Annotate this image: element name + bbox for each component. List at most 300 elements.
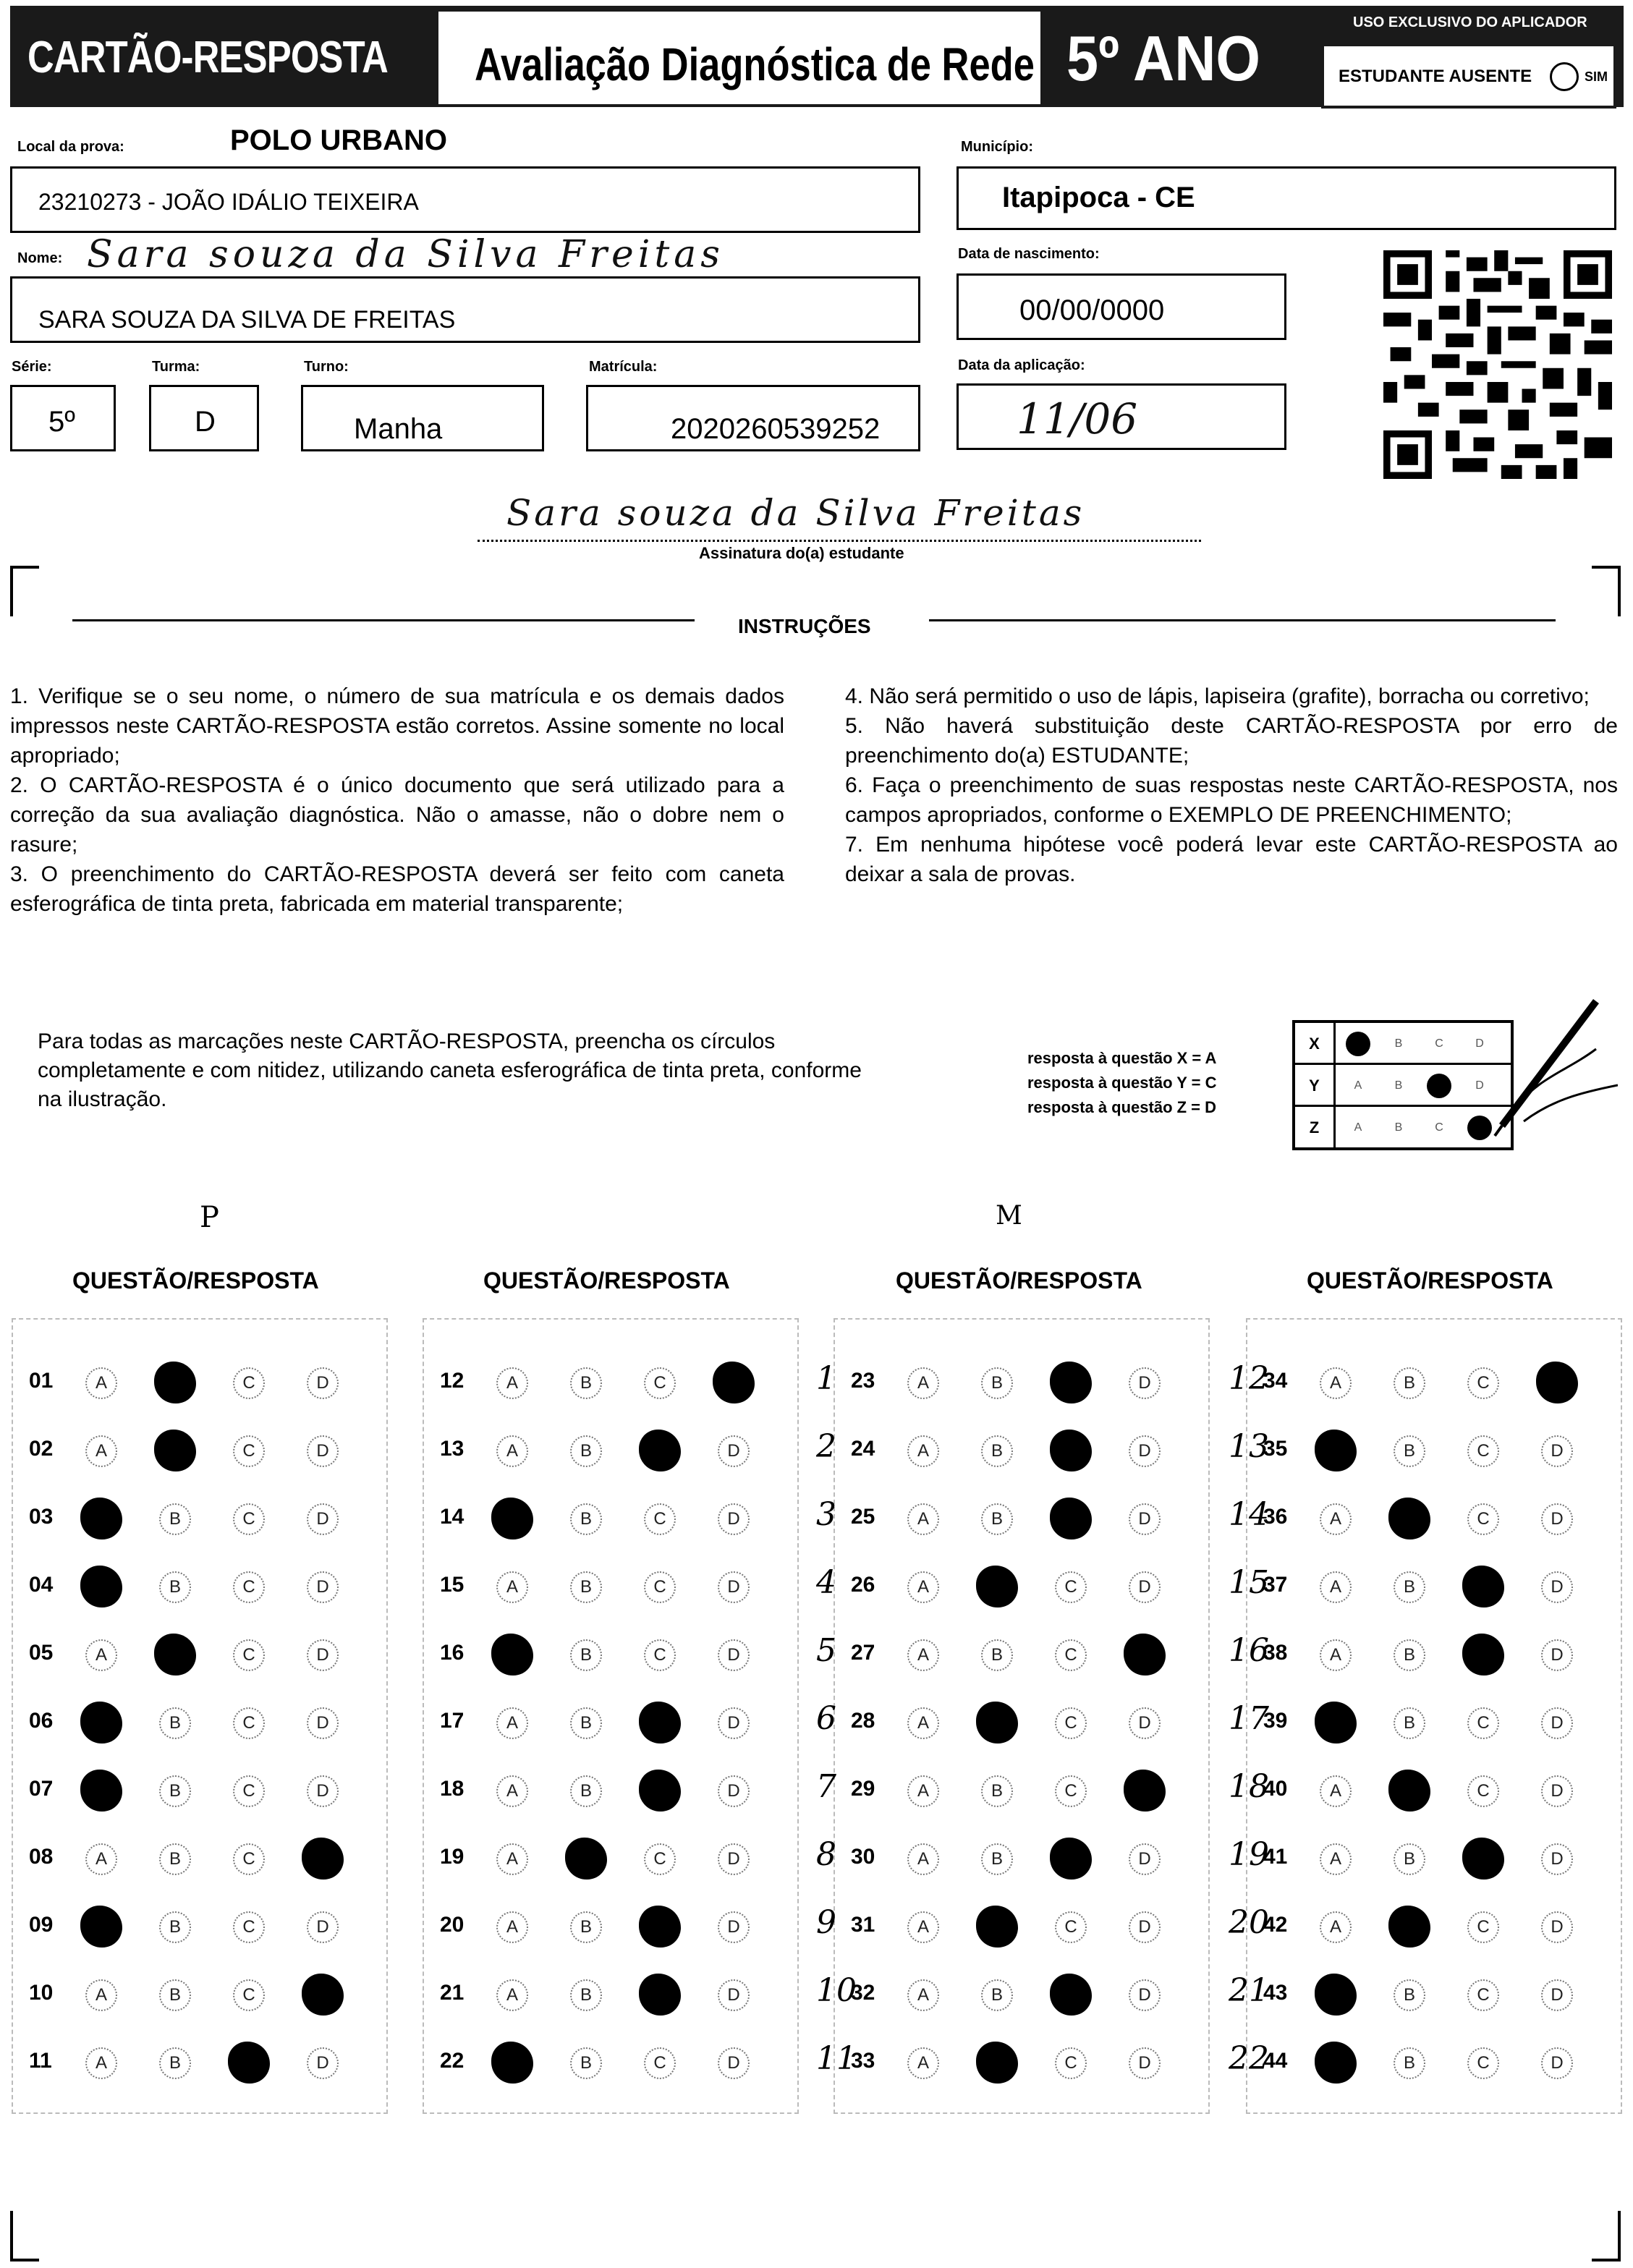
answer-bubble-d[interactable]: D [307, 1775, 339, 1807]
question-number: 36 [1263, 1505, 1288, 1529]
question-number: 12 [440, 1369, 465, 1393]
question-row [13, 1350, 386, 1418]
handwritten-question-number: 15 [1229, 1564, 1269, 1601]
question-number: 06 [29, 1709, 54, 1733]
answer-bubble-a[interactable]: A [496, 1843, 528, 1875]
answer-bubble-b[interactable]: B [1394, 1571, 1425, 1603]
instruction-3: 3. O preenchimento do CARTÃO-RESPOSTA deverá ser feito com caneta esferográfica de tinta preta, fabricada em material transparente; [10, 862, 784, 916]
question-row [424, 1690, 797, 1758]
answer-bubble-d[interactable]: D [1541, 1571, 1573, 1603]
answer-bubble-d[interactable]: D [1129, 1707, 1161, 1739]
nascimento-value: 00/00/0000 [1019, 294, 1165, 326]
answer-bubble-c[interactable]: C [1467, 1367, 1499, 1399]
answer-bubble-c[interactable]: C [1055, 1911, 1087, 1943]
answer-bubble-b[interactable]: B [159, 1503, 191, 1535]
answer-bubble-a[interactable]: A [1320, 1367, 1352, 1399]
answer-bubble-a[interactable]: A [907, 1843, 939, 1875]
handwritten-question-number: 13 [1229, 1428, 1269, 1465]
question-number: 22 [440, 2049, 465, 2073]
question-row [424, 1622, 797, 1690]
answer-bubble-a[interactable] [1315, 1430, 1357, 1471]
question-row [1229, 1622, 1621, 1690]
answer-bubble-d[interactable]: D [307, 1639, 339, 1671]
answer-bubble-c[interactable]: C [644, 1639, 676, 1671]
answer-bubble-a[interactable]: A [907, 1503, 939, 1535]
answer-bubble-d[interactable]: D [1129, 1911, 1161, 1943]
handwritten-question-number: 22 [1229, 2040, 1269, 2077]
answer-bubble-b[interactable]: B [1394, 1707, 1425, 1739]
question-number: 14 [440, 1505, 465, 1529]
answer-bubble-c[interactable]: C [233, 1979, 265, 2011]
question-row [13, 1826, 386, 1894]
answer-bubble-b[interactable] [565, 1838, 607, 1880]
question-row [816, 1962, 1208, 2030]
answer-bubble-b[interactable]: B [570, 1503, 602, 1535]
answer-bubble-a[interactable]: A [1320, 1503, 1352, 1535]
answer-bubble-b[interactable]: B [570, 1707, 602, 1739]
example-row-key: Y [1295, 1065, 1336, 1107]
answer-bubble-b[interactable]: B [981, 1503, 1013, 1535]
turno-field [301, 385, 544, 451]
answer-bubble-b[interactable]: B [570, 1571, 602, 1603]
answer-bubble-b[interactable] [976, 1702, 1018, 1744]
answer-bubble-c[interactable]: C [1055, 1707, 1087, 1739]
question-row [13, 1758, 386, 1826]
question-row [816, 1418, 1208, 1486]
answer-bubble-c[interactable]: C [1467, 1911, 1499, 1943]
answer-bubble-b[interactable]: B [159, 2047, 191, 2079]
answer-bubble-b[interactable]: B [159, 1775, 191, 1807]
answer-bubble-c[interactable]: C [233, 1435, 265, 1467]
example-bubble: C [1435, 1121, 1443, 1134]
question-number: 04 [29, 1573, 54, 1597]
question-row [1229, 1690, 1621, 1758]
question-number: 24 [851, 1437, 875, 1461]
answer-bubble-c[interactable] [639, 1702, 681, 1744]
answer-header-4: QUESTÃO/RESPOSTA [1307, 1267, 1553, 1294]
answer-bubble-a[interactable] [491, 1634, 533, 1675]
handwritten-question-number: 14 [1229, 1496, 1269, 1533]
answer-bubble-c[interactable]: C [233, 1503, 265, 1535]
answer-bubble-d[interactable] [302, 1838, 344, 1880]
question-row [424, 1418, 797, 1486]
answer-bubble-b[interactable]: B [570, 1775, 602, 1807]
answer-bubble-b[interactable]: B [981, 1775, 1013, 1807]
answer-bubble-c[interactable]: C [233, 1367, 265, 1399]
question-row [13, 2030, 386, 2098]
answer-bubble-b[interactable] [976, 1906, 1018, 1948]
handwritten-question-number: 1 [816, 1360, 836, 1397]
question-row [13, 1622, 386, 1690]
answer-bubble-d[interactable]: D [718, 2047, 750, 2079]
question-row [13, 1486, 386, 1554]
handwritten-question-number: 21 [1229, 1972, 1269, 2009]
answer-bubble-a[interactable] [1315, 1974, 1357, 2016]
answer-bubble-c[interactable] [639, 1974, 681, 2016]
answer-bubble-d[interactable]: D [1541, 1775, 1573, 1807]
question-row [816, 1554, 1208, 1622]
example-line-x: resposta à questão X = A [1027, 1049, 1217, 1067]
answer-bubble-c[interactable] [228, 2042, 270, 2084]
example-bubble [1427, 1074, 1451, 1098]
answer-bubble-d[interactable]: D [307, 1503, 339, 1535]
signature-handwritten: Sara souza da Silva Freitas [506, 492, 1085, 534]
answer-bubble-a[interactable]: A [85, 2047, 117, 2079]
municipio-field [957, 166, 1616, 230]
answer-bubble-d[interactable]: D [1129, 1843, 1161, 1875]
handwritten-question-number: 11 [816, 2040, 857, 2077]
answer-bubble-a[interactable]: A [1320, 1571, 1352, 1603]
answer-bubble-d[interactable]: D [1541, 1503, 1573, 1535]
example-row-key: X [1295, 1023, 1336, 1065]
answer-bubble-a[interactable]: A [85, 1979, 117, 2011]
question-number: 41 [1263, 1845, 1288, 1869]
answer-bubble-b[interactable]: B [1394, 1843, 1425, 1875]
answer-bubble-d[interactable]: D [718, 1435, 750, 1467]
turma-value: D [195, 406, 216, 438]
answer-bubble-b[interactable]: B [981, 1367, 1013, 1399]
answer-bubble-c[interactable]: C [233, 1843, 265, 1875]
answer-bubble-a[interactable]: A [907, 1435, 939, 1467]
question-number: 37 [1263, 1573, 1288, 1597]
answer-bubble-a[interactable]: A [907, 1911, 939, 1943]
answer-bubble-d[interactable]: D [1541, 1979, 1573, 2011]
question-row [1229, 1350, 1621, 1418]
answer-bubble-b[interactable]: B [570, 1367, 602, 1399]
question-number: 42 [1263, 1913, 1288, 1937]
question-row [1229, 1418, 1621, 1486]
answer-bubble-c[interactable]: C [644, 1367, 676, 1399]
answer-bubble-b[interactable]: B [159, 1571, 191, 1603]
answer-bubble-d[interactable]: D [1129, 1571, 1161, 1603]
instructions-rule-right [929, 619, 1556, 621]
answer-bubble-b[interactable]: B [570, 1639, 602, 1671]
question-row [816, 1486, 1208, 1554]
answer-header-1: QUESTÃO/RESPOSTA [72, 1267, 319, 1294]
handwritten-question-number: 10 [816, 1972, 857, 2009]
instructions-rule-left [72, 619, 695, 621]
question-number: 30 [851, 1845, 875, 1869]
answer-bubble-b[interactable] [976, 1566, 1018, 1607]
answer-bubble-b[interactable]: B [159, 1707, 191, 1739]
answer-bubble-b[interactable] [1388, 1906, 1430, 1948]
instruction-5: 5. Não haverá substituição deste CARTÃO-RESPOSTA por erro de preenchimento do(a) ESTUDANTE; [845, 714, 1618, 768]
answer-bubble-a[interactable] [1315, 1702, 1357, 1744]
instructions-right [845, 681, 1618, 889]
answer-bubble-a[interactable]: A [907, 1639, 939, 1671]
answer-bubble-b[interactable]: B [1394, 1435, 1425, 1467]
answer-bubble-d[interactable]: D [718, 1843, 750, 1875]
matricula-field [586, 385, 920, 451]
question-number: 34 [1263, 1369, 1288, 1393]
local-polo: POLO URBANO [230, 124, 447, 156]
qr-code-icon [1383, 250, 1612, 479]
question-row [424, 1962, 797, 2030]
answer-bubble-d[interactable]: D [718, 1707, 750, 1739]
answer-bubble-a[interactable]: A [1320, 1775, 1352, 1807]
question-number: 17 [440, 1709, 465, 1733]
exam-name: Avaliação Diagnóstica de Rede [475, 38, 1035, 90]
answer-bubble-d[interactable] [713, 1362, 755, 1403]
answer-bubble-b[interactable]: B [159, 1843, 191, 1875]
answer-bubble-c[interactable]: C [233, 1639, 265, 1671]
answer-bubble-d[interactable] [302, 1974, 344, 2016]
answer-bubble-b[interactable]: B [981, 1639, 1013, 1671]
nome-label: Nome: [17, 250, 63, 266]
answer-bubble-d[interactable]: D [1541, 2047, 1573, 2079]
answer-bubble-c[interactable] [1050, 1362, 1092, 1403]
answer-bubble-b[interactable]: B [1394, 2047, 1425, 2079]
answer-bubble-c[interactable] [1050, 1430, 1092, 1471]
answer-bubble-a[interactable]: A [496, 1367, 528, 1399]
answer-bubble-a[interactable]: A [496, 1571, 528, 1603]
question-number: 15 [440, 1573, 465, 1597]
answer-bubble-c[interactable] [1462, 1634, 1504, 1675]
answer-bubble-a[interactable]: A [496, 1979, 528, 2011]
answer-bubble-b[interactable] [154, 1362, 196, 1403]
question-number: 26 [851, 1573, 875, 1597]
answer-bubble-c[interactable]: C [644, 2047, 676, 2079]
answer-bubble-d[interactable]: D [1541, 1707, 1573, 1739]
answer-bubble-a[interactable] [491, 2042, 533, 2084]
answer-bubble-d[interactable] [1536, 1362, 1578, 1403]
example-row-key: Z [1295, 1107, 1336, 1149]
answer-bubble-c[interactable]: C [1467, 1435, 1499, 1467]
answer-bubble-a[interactable]: A [907, 1775, 939, 1807]
question-row [816, 1894, 1208, 1962]
answer-bubble-b[interactable] [154, 1634, 196, 1675]
answer-bubble-d[interactable]: D [1129, 1979, 1161, 2011]
instruction-7: 7. Em nenhuma hipótese você poderá levar este CARTÃO-RESPOSTA ao deixar a sala de provas. [845, 833, 1618, 886]
question-number: 07 [29, 1777, 54, 1801]
answer-bubble-d[interactable]: D [307, 1911, 339, 1943]
answer-bubble-c[interactable] [639, 1770, 681, 1812]
answer-bubble-b[interactable]: B [1394, 1367, 1425, 1399]
question-row [424, 1758, 797, 1826]
corner-mark-bottom-left [10, 2211, 39, 2261]
answer-bubble-b[interactable]: B [1394, 1639, 1425, 1671]
answer-bubble-c[interactable]: C [1055, 2047, 1087, 2079]
answer-bubble-a[interactable]: A [496, 1775, 528, 1807]
question-number: 27 [851, 1641, 875, 1665]
matricula-value: 2020260539252 [671, 413, 881, 445]
nascimento-label: Data de nascimento: [958, 246, 1100, 262]
absent-student-label: ESTUDANTE AUSENTE [1339, 67, 1532, 86]
answer-bubble-b[interactable] [976, 2042, 1018, 2084]
answer-bubble-c[interactable] [1050, 1974, 1092, 2016]
aplicacao-value: 11/06 [1017, 394, 1138, 443]
answer-bubble-c[interactable]: C [1055, 1775, 1087, 1807]
answer-bubble-c[interactable] [1462, 1566, 1504, 1607]
absent-student-bubble[interactable] [1550, 62, 1579, 91]
question-row [13, 1418, 386, 1486]
answer-bubble-c[interactable]: C [1467, 1775, 1499, 1807]
answer-bubble-b[interactable]: B [570, 2047, 602, 2079]
answer-bubble-a[interactable] [80, 1906, 122, 1948]
answer-bubble-a[interactable]: A [85, 1367, 117, 1399]
answer-bubble-c[interactable]: C [233, 1571, 265, 1603]
answer-bubble-d[interactable]: D [1129, 1435, 1161, 1467]
answer-bubble-a[interactable]: A [1320, 1639, 1352, 1671]
question-row [816, 1350, 1208, 1418]
local-value: 23210273 - JOÃO IDÁLIO TEIXEIRA [38, 189, 419, 215]
answer-column [12, 1318, 388, 2114]
answer-bubble-b[interactable]: B [570, 1979, 602, 2011]
answer-bubble-a[interactable] [80, 1770, 122, 1812]
answer-bubble-d[interactable]: D [718, 1503, 750, 1535]
corner-mark-bottom-right [1592, 2211, 1621, 2261]
answer-bubble-a[interactable]: A [907, 2047, 939, 2079]
question-row [816, 1622, 1208, 1690]
card-title: CARTÃO-RESPOSTA [27, 33, 388, 82]
answer-bubble-d[interactable]: D [307, 2047, 339, 2079]
answer-bubble-d[interactable]: D [718, 1639, 750, 1671]
answer-bubble-b[interactable]: B [981, 1843, 1013, 1875]
question-row [424, 2030, 797, 2098]
answer-bubble-a[interactable] [80, 1566, 122, 1607]
answer-bubble-d[interactable]: D [307, 1367, 339, 1399]
turno-value: Manha [354, 413, 443, 445]
answer-bubble-a[interactable]: A [496, 1707, 528, 1739]
fill-instruction-note: Para todas as marcações neste CARTÃO-RESPOSTA, preencha os círculos completamente e com nitidez, utilizando caneta esferográfica de tinta preta, conforme na ilustração. [38, 1029, 862, 1111]
answer-bubble-a[interactable]: A [85, 1639, 117, 1671]
answer-bubble-c[interactable]: C [233, 1911, 265, 1943]
question-row [1229, 1894, 1621, 1962]
answer-bubble-a[interactable]: A [85, 1435, 117, 1467]
handwritten-question-number: 4 [816, 1564, 836, 1601]
answer-bubble-d[interactable]: D [307, 1435, 339, 1467]
pen-hand-icon [1473, 998, 1618, 1143]
question-row [1229, 1486, 1621, 1554]
question-number: 33 [851, 2049, 875, 2073]
answer-bubble-a[interactable] [80, 1702, 122, 1744]
answer-column [816, 1318, 1210, 2114]
answer-bubble-c[interactable] [639, 1430, 681, 1471]
answer-bubble-c[interactable]: C [644, 1571, 676, 1603]
answer-bubble-b[interactable] [1388, 1498, 1430, 1539]
turma-label: Turma: [152, 359, 200, 375]
answer-bubble-c[interactable]: C [644, 1503, 676, 1535]
grade-label: 5º ANO [1066, 22, 1261, 94]
answer-bubble-d[interactable] [1124, 1770, 1166, 1812]
handwritten-question-number: 3 [816, 1496, 836, 1533]
answer-bubble-b[interactable]: B [1394, 1979, 1425, 2011]
handwritten-question-number: 18 [1229, 1768, 1269, 1805]
answer-bubble-c[interactable] [639, 1906, 681, 1948]
question-number: 44 [1263, 2049, 1288, 2073]
question-number: 29 [851, 1777, 875, 1801]
answer-bubble-c[interactable]: C [1055, 1571, 1087, 1603]
answer-bubble-a[interactable]: A [907, 1979, 939, 2011]
question-number: 31 [851, 1913, 875, 1937]
answer-bubble-c[interactable]: C [233, 1775, 265, 1807]
answer-bubble-b[interactable]: B [570, 1911, 602, 1943]
answer-bubble-a[interactable]: A [496, 1911, 528, 1943]
instruction-2: 2. O CARTÃO-RESPOSTA é o único documento que será utilizado para a correção da sua avaliação diagnóstica. Não o amasse, não o dobre nem o rasure; [10, 773, 784, 857]
example-bubble: B [1394, 1121, 1403, 1134]
answer-bubble-d[interactable]: D [1129, 1503, 1161, 1535]
answer-bubble-b[interactable]: B [159, 1979, 191, 2011]
municipio-label: Município: [961, 139, 1033, 155]
answer-bubble-d[interactable]: D [1129, 2047, 1161, 2079]
answer-bubble-a[interactable]: A [496, 1435, 528, 1467]
answer-bubble-d[interactable]: D [307, 1571, 339, 1603]
instructions-title: INSTRUÇÕES [738, 615, 871, 637]
answer-bubble-a[interactable] [491, 1498, 533, 1539]
question-row [424, 1486, 797, 1554]
header-bar [10, 6, 1624, 107]
answer-bubble-c[interactable]: C [1467, 1503, 1499, 1535]
answer-bubble-c[interactable]: C [1467, 1707, 1499, 1739]
handwritten-question-number: 19 [1229, 1836, 1269, 1873]
answer-bubble-a[interactable]: A [1320, 1843, 1352, 1875]
answer-bubble-b[interactable] [1388, 1770, 1430, 1812]
answer-bubble-a[interactable]: A [85, 1843, 117, 1875]
question-number: 43 [1263, 1981, 1288, 2005]
answer-bubble-d[interactable] [1124, 1634, 1166, 1675]
answer-bubble-b[interactable]: B [570, 1435, 602, 1467]
answer-bubble-a[interactable] [80, 1498, 122, 1539]
answer-bubble-c[interactable]: C [1467, 1979, 1499, 2011]
question-number: 38 [1263, 1641, 1288, 1665]
answer-bubble-d[interactable]: D [1129, 1367, 1161, 1399]
answer-bubble-d[interactable]: D [1541, 1435, 1573, 1467]
answer-column [423, 1318, 799, 2114]
answer-header-2: QUESTÃO/RESPOSTA [483, 1267, 730, 1294]
answer-bubble-b[interactable]: B [159, 1911, 191, 1943]
answer-bubble-c[interactable]: C [233, 1707, 265, 1739]
question-number: 35 [1263, 1437, 1288, 1461]
answer-bubble-c[interactable] [1050, 1838, 1092, 1880]
answer-bubble-b[interactable] [154, 1430, 196, 1471]
question-row [1229, 1962, 1621, 2030]
example-bubble: B [1394, 1037, 1403, 1050]
answer-bubble-d[interactable]: D [718, 1571, 750, 1603]
answer-bubble-c[interactable]: C [1055, 1639, 1087, 1671]
answer-bubble-d[interactable]: D [1541, 1639, 1573, 1671]
example-bubble [1346, 1032, 1370, 1056]
answer-bubble-a[interactable]: A [907, 1571, 939, 1603]
answer-bubble-d[interactable]: D [307, 1707, 339, 1739]
answer-bubble-b[interactable]: B [981, 1979, 1013, 2011]
exam-name-box [438, 12, 1040, 104]
question-number: 13 [440, 1437, 465, 1461]
question-row [1229, 2030, 1621, 2098]
hand-mark-p: P [200, 1201, 219, 1234]
answer-bubble-d[interactable]: D [718, 1775, 750, 1807]
answer-bubble-a[interactable]: A [907, 1367, 939, 1399]
answer-bubble-c[interactable] [1462, 1838, 1504, 1880]
answer-bubble-d[interactable]: D [718, 1911, 750, 1943]
answer-bubble-c[interactable]: C [644, 1843, 676, 1875]
answer-bubble-a[interactable]: A [907, 1707, 939, 1739]
handwritten-question-number: 20 [1229, 1904, 1269, 1941]
answer-bubble-c[interactable] [1050, 1498, 1092, 1539]
answer-bubble-d[interactable]: D [1541, 1911, 1573, 1943]
question-number: 18 [440, 1777, 465, 1801]
answer-bubble-d[interactable]: D [1541, 1843, 1573, 1875]
question-row [1229, 1826, 1621, 1894]
answer-bubble-c[interactable]: C [1467, 2047, 1499, 2079]
example-line-y: resposta à questão Y = C [1027, 1074, 1217, 1092]
answer-bubble-d[interactable]: D [718, 1979, 750, 2011]
answer-bubble-b[interactable]: B [981, 1435, 1013, 1467]
corner-mark-top-right [1592, 566, 1621, 616]
answer-bubble-a[interactable] [1315, 2042, 1357, 2084]
answer-bubble-a[interactable]: A [1320, 1911, 1352, 1943]
handwritten-question-number: 12 [1229, 1360, 1269, 1397]
question-number: 02 [29, 1437, 54, 1461]
